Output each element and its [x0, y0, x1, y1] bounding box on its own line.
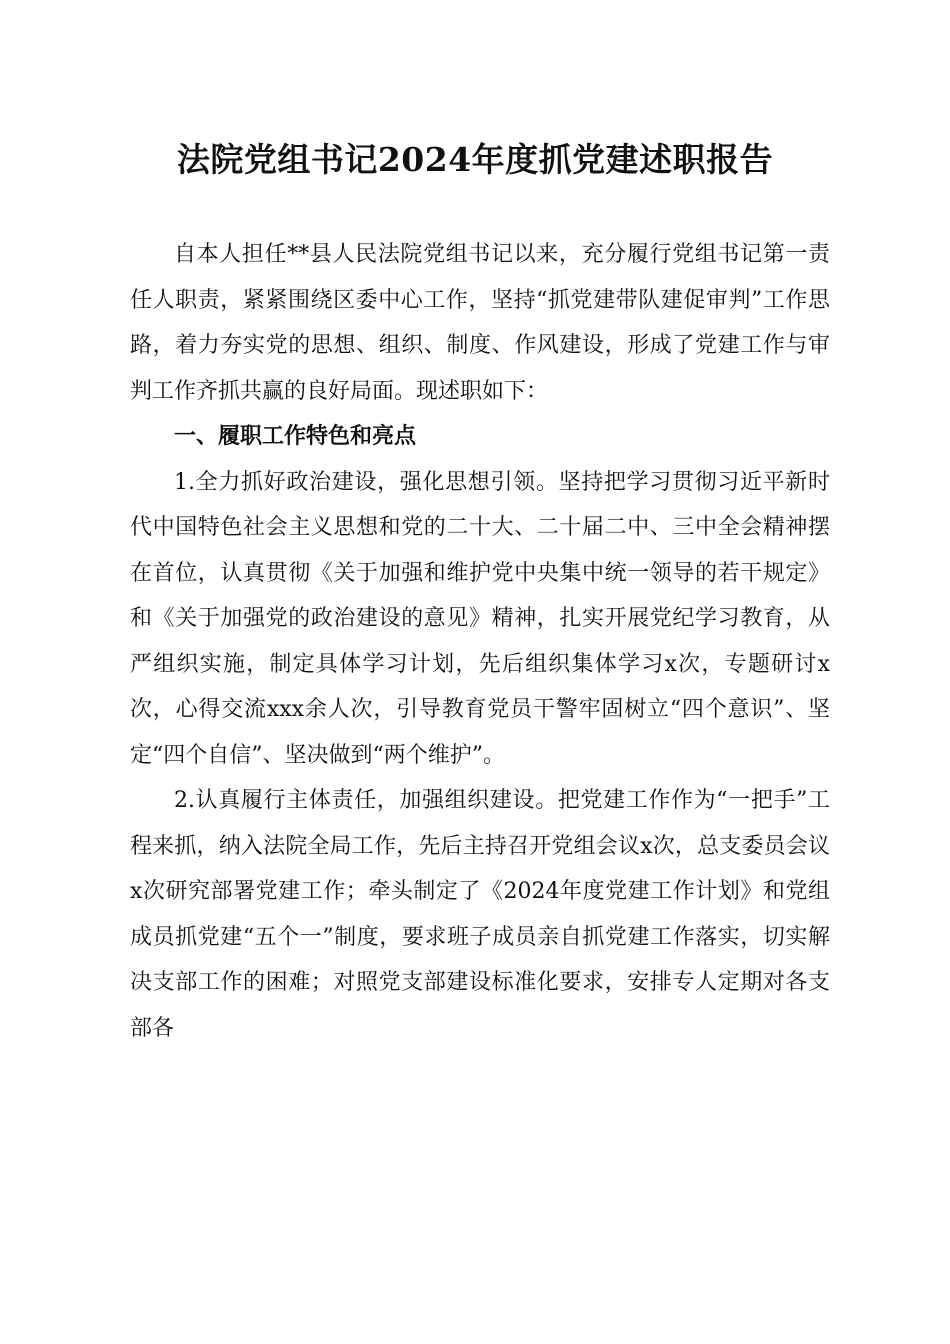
document-body [130, 232, 830, 1051]
intro-paragraph: 自本人担任**县人民法院党组书记以来，充分履行党组书记第一责任人职责，紧紧围绕区委中心工作，坚持“抓党建带队建促审判”工作思路，着力夯实党的思想、组织、制度、作风建设，形成了党建工作与审判工作齐抓共赢的良好局面。现述职如下： [130, 242, 830, 404]
document-title: 法院党组书记2024年度抓党建述职报告 [176, 140, 774, 179]
section-heading: 一、履职工作特色和亮点 [174, 424, 417, 449]
paragraph-1: 1.全力抓好政治建设，强化思想引领。坚持把学习贯彻习近平新时代中国特色社会主义思想和党的二十大、二十届二中、三中全会精神摆在首位，认真贯彻《关于加强和维护党中央集中统一领导的若干规定》和《关于加强党的政治建设的意见》精神，扎实开展党纪学习教育，从严组织实施，制定具体学习计划，先后组织集体学习x次，专题研讨x次，心得交流xxx余人次，引导教育党员干警牢固树立“四个意识”、坚定“四个自信”、坚决做到“两个维护”。 [130, 469, 830, 768]
paragraph-2: 2.认真履行主体责任，加强组织建设。把党建工作作为“一把手”工程来抓，纳入法院全局工作，先后主持召开党组会议x次，总支委员会议x次研究部署党建工作；牵头制定了《2024年度党建工作计划》和党组成员抓党建“五个一”制度，要求班子成员亲自抓党建工作落实，切实解决支部工作的困难；对照党支部建设标准化要求，安排专人定期对各支部各 [130, 788, 830, 1041]
